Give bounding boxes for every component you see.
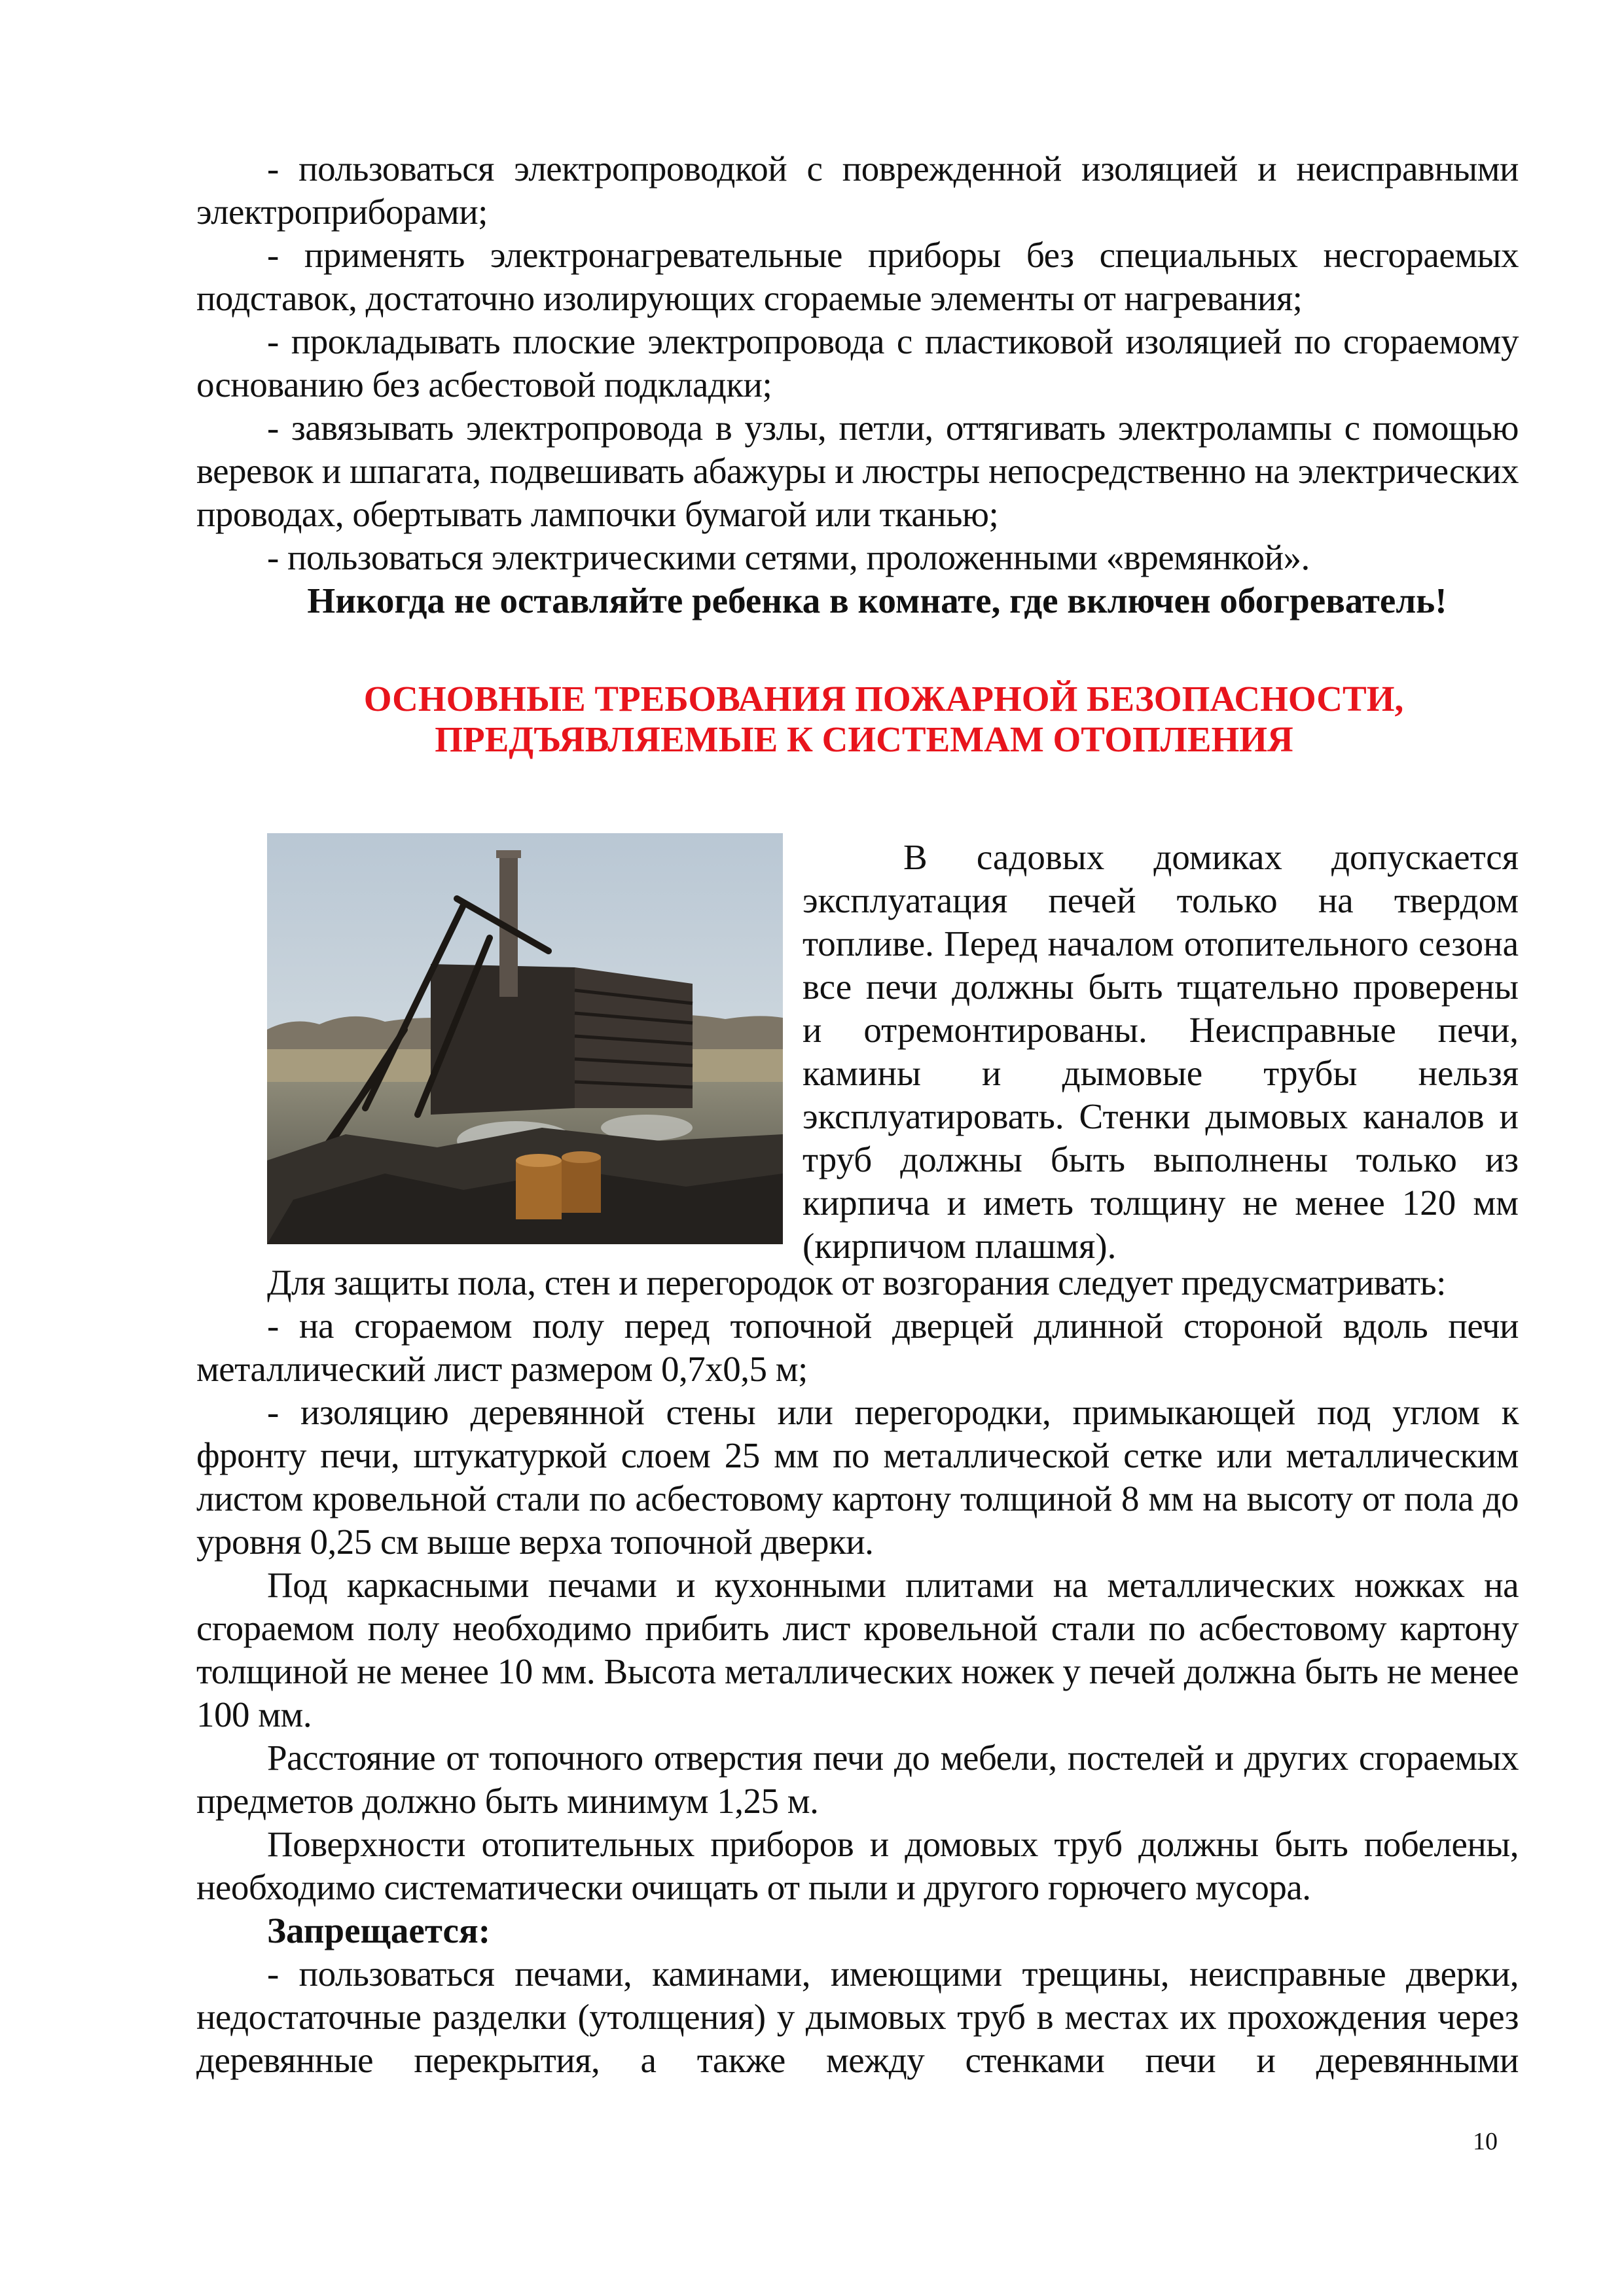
prohibited-item: - пользоваться печами, каминами, имеющими трещины, неисправные дверки, недостаточные разделки (утолщения) у дымовых труб в местах их прохождения через деревянные перекрытия, а также между стенками печи и деревянными — [196, 1954, 1519, 2080]
child-warning: Никогда не оставляйте ребенка в комнате, где включен обогреватель! — [307, 581, 1447, 620]
protection-item: - на сгораемом полу перед топочной дверцей длинной стороной вдоль печи металлический лист размером 0,7х0,5 м; — [196, 1306, 1519, 1389]
body-paragraph: Поверхности отопительных приборов и домовых труб должны быть побелены, необходимо систематически очищать от пыли и другого горючего мусора. — [196, 1824, 1519, 1907]
page-number: 10 — [1473, 2128, 1498, 2155]
intro-item: - пользоваться электропроводкой с поврежденной изоляцией и неисправными электроприборами; — [196, 149, 1519, 232]
document-page — [196, 147, 1519, 2082]
intro-item: - пользоваться электрическими сетями, проложенными «времянкой». — [267, 537, 1310, 577]
stove-requirements-text — [803, 836, 1519, 1268]
prohibited-label: Запрещается: — [267, 1910, 491, 1950]
side-paragraph: В садовых домиках допускается эксплуатация печей только на твердом топливе. Перед началом отопительного сезона все печи должны быть тщательно проверены и отремонтированы. Неисправные печи, камины и дымовые трубы нельзя эксплуатировать. Стенки дымовых каналов и труб должны быть выполнены только из кирпича и иметь толщину не менее 120 мм (кирпичом плашмя). — [803, 837, 1519, 1266]
protection-item: - изоляцию деревянной стены или перегородки, примыкающей под углом к фронту печи, штукатуркой слоем 25 мм по металлической сетке или металлическим листом кровельной стали по асбестовому картону толщиной 8 мм на высоту от пола до уровня 0,25 см выше верха топочной дверки. — [196, 1392, 1519, 1562]
section-heading-line-2: ПРЕДЪЯВЛЯЕМЫЕ К СИСТЕМАМ ОТОПЛЕНИЯ — [435, 719, 1293, 759]
intro-item: - завязывать электропровода в узлы, петли, оттягивать электролампы с помощью веревок и шпагата, подвешивать абажуры и люстры непосредственно на электрических проводах, обертывать лампочки бумагой или тканью; — [196, 408, 1519, 534]
protection-intro: Для защиты пола, стен и перегородок от возгорания следует предусматривать: — [267, 1263, 1446, 1302]
section-heading-line-1: ОСНОВНЫЕ ТРЕБОВАНИЯ ПОЖАРНОЙ БЕЗОПАСНОСТИ, — [363, 679, 1404, 719]
intro-item: - прокладывать плоские электропровода с пластиковой изоляцией по сгораемому основанию без асбестовой подкладки; — [196, 321, 1519, 404]
intro-item: - применять электронагревательные приборы без специальных несгораемых подставок, достаточно изолирующих сгораемые элементы от нагревания; — [196, 235, 1519, 318]
photo-text-block — [196, 833, 1519, 1308]
burnt-house-photo — [267, 833, 783, 1244]
section-heading — [196, 679, 1519, 760]
body-paragraph: Под каркасными печами и кухонными плитами на металлических ножках на сгораемом полу необходимо прибить лист кровельной стали по асбестовому картону толщиной не менее 10 мм. Высота металлических ножек у печей должна быть не менее 100 мм. — [196, 1565, 1519, 1734]
body-paragraph: Расстояние от топочного отверстия печи до мебели, постелей и других сгораемых предметов должно быть минимум 1,25 м. — [196, 1738, 1519, 1821]
